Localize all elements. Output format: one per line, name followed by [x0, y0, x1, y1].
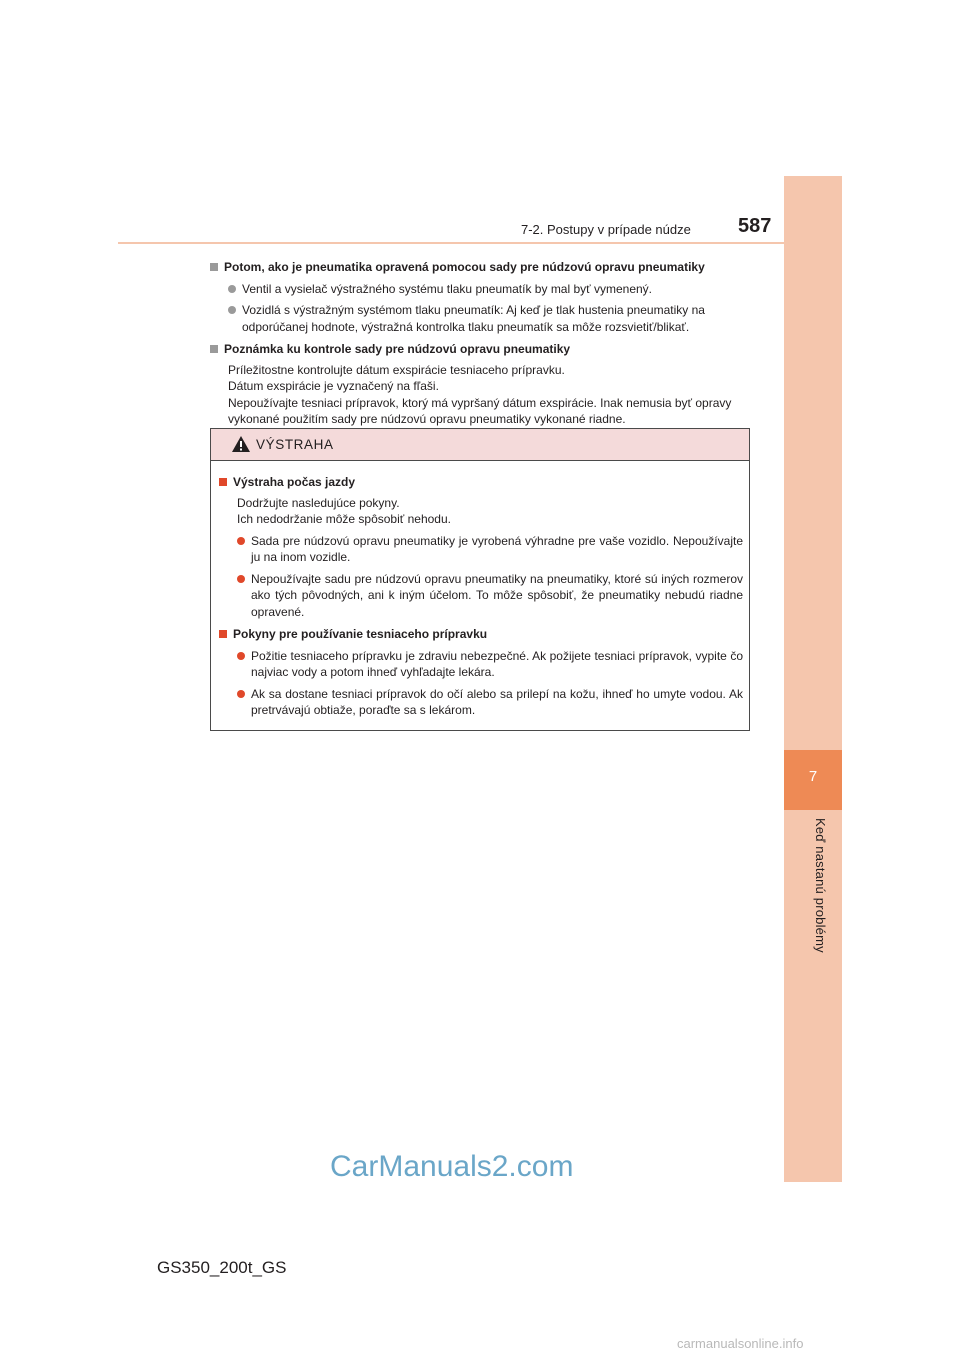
- paragraph-line: Dátum exspirácie je vyznačený na fľaši.: [228, 379, 439, 393]
- chapter-sidebar: [784, 176, 842, 1182]
- warning-body: [211, 461, 749, 719]
- footer-model-code: GS350_200t_GS: [157, 1258, 287, 1277]
- square-bullet-icon: [210, 345, 218, 353]
- round-bullet-icon: [237, 575, 245, 583]
- warning-bullet-item: [219, 533, 743, 566]
- watermark-corner: carmanualsonline.info: [677, 1336, 804, 1351]
- square-bullet-icon: [210, 263, 218, 271]
- section-heading-text: Potom, ako je pneumatika opravená pomocou sady pre núdzovú opravu pneumatiky: [224, 260, 705, 274]
- square-bullet-icon: [219, 478, 227, 486]
- warning-box: [210, 428, 750, 731]
- bullet-text: Vozidlá s výstražným systémom tlaku pneumatík: Aj keď je tlak hustenia pneumatiky na odporúčanej hodnote, výstražná kontrolka tlaku pneumatík sa môže rozsvietiť/blikať.: [242, 303, 705, 334]
- paragraph-line: Dodržujte nasledujúce pokyny.: [237, 495, 400, 510]
- warning-bullet-item: [219, 571, 743, 621]
- bullet-text: Požitie tesniaceho prípravku je zdraviu nebezpečné. Ak požijete tesniaci prípravok, vypite čo najviac vody a potom ihneď vyhľadajte lekára.: [251, 648, 743, 679]
- section-heading-text: Poznámka ku kontrole sady pre núdzovú opravu pneumatiky: [224, 342, 571, 356]
- chapter-title: Keď nastanú problémy: [813, 818, 828, 953]
- paragraph-line: Ich nedodržanie môže spôsobiť nehodu.: [237, 512, 451, 526]
- round-bullet-icon: [237, 652, 245, 660]
- paragraph: [210, 362, 752, 428]
- paragraph-line: Príležitostne kontrolujte dátum exspirácie tesniaceho prípravku.: [228, 362, 565, 377]
- round-bullet-icon: [237, 690, 245, 698]
- warning-subheading: [219, 626, 743, 643]
- warning-triangle-icon: [231, 435, 251, 453]
- warning-title: VÝSTRAHA: [256, 437, 334, 452]
- bullet-text: Ventil a vysielač výstražného systému tlaku pneumatík by mal byť vymenený.: [242, 281, 653, 296]
- warning-subheading: [219, 474, 743, 491]
- warning-paragraph: [219, 495, 743, 528]
- paragraph-line: Nepoužívajte tesniaci prípravok, ktorý má vypršaný dátum exspirácie. Inak nemusia byť opravy vykonané použitím sady pre núdzovú opravu pneumatiky vykonané riadne.: [228, 395, 732, 426]
- warning-bullet-item: [219, 648, 743, 681]
- bullet-text: Sada pre núdzovú opravu pneumatiky je vyrobená výhradne pre vaše vozidlo. Nepoužívajte ju na inom vozidle.: [251, 533, 743, 564]
- warning-bullet-item: [219, 686, 743, 719]
- header-section-title: 7-2. Postupy v prípade núdze: [521, 222, 691, 237]
- round-bullet-icon: [237, 537, 245, 545]
- warning-subheading-text: Výstraha počas jazdy: [233, 475, 356, 489]
- bullet-text: Nepoužívajte sadu pre núdzovú opravu pneumatiky na pneumatiky, ktoré sú iných rozmerov ako tých pôvodných, ani k iným účelom. To môže spôsobiť, že pneumatiky nebudú riadne opravené.: [251, 571, 743, 619]
- square-bullet-icon: [219, 630, 227, 638]
- round-bullet-icon: [228, 285, 236, 293]
- page-number: 587: [738, 215, 772, 237]
- warning-header: [211, 429, 749, 461]
- section-heading: [210, 259, 752, 276]
- bullet-item: [210, 281, 752, 298]
- section-heading: [210, 341, 752, 358]
- chapter-number-tab[interactable]: [784, 750, 842, 810]
- bullet-text: Ak sa dostane tesniaci prípravok do očí alebo sa prilepí na kožu, ihneď ho umyte vodou. Ak pretrvávajú obtiaže, poraďte sa s lekárom.: [251, 686, 743, 717]
- watermark-logo: CarManuals2.com: [330, 1150, 574, 1183]
- warning-subheading-text: Pokyny pre používanie tesniaceho prípravku: [233, 627, 488, 641]
- round-bullet-icon: [228, 306, 236, 314]
- main-content: [210, 255, 752, 428]
- header-divider: [118, 242, 784, 244]
- chapter-number: 7: [808, 768, 818, 785]
- bullet-item: [210, 302, 752, 335]
